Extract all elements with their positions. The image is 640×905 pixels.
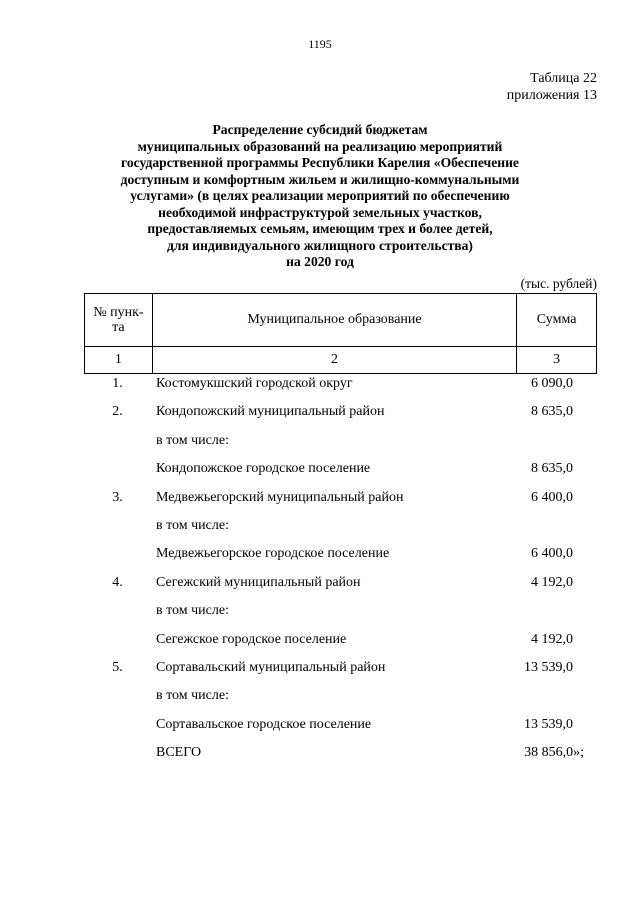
row-index: 1. (112, 376, 123, 391)
row-name: Сортавальский муниципальный район (156, 659, 386, 675)
row-amount: 8 635,0 (531, 461, 573, 477)
row-index: 5. (112, 659, 123, 675)
table-body (0, 370, 640, 767)
header-number-line1: № пунк- (93, 305, 144, 320)
title-line: доступным и комфортным жильем и жилищно-коммунальными (120, 171, 520, 187)
row-name: в том числе: (156, 688, 229, 704)
table-row (0, 455, 640, 483)
row-amount: 4 192,0 (531, 574, 573, 590)
title-line: государственной программы Республики Карелия «Обеспечение (121, 155, 519, 170)
table-header-row (85, 294, 597, 347)
table-reference (507, 70, 597, 104)
table-row (0, 682, 640, 710)
table-row (0, 512, 640, 540)
page-number: 1195 (308, 37, 332, 51)
row-amount: 6 400,0 (531, 489, 573, 505)
title-line: предоставляемых семьям, имеющим трех и более детей, (147, 221, 493, 236)
table-row (0, 540, 640, 568)
row-amount: 6 090,0 (531, 376, 573, 391)
table-row (0, 597, 640, 625)
row-name: Медвежьегорский муниципальный район (156, 489, 404, 505)
table-row (0, 654, 640, 682)
row-index: 3. (112, 489, 123, 505)
row-name: Кондопожский муниципальный район (156, 404, 385, 420)
row-amount: 13 539,0 (524, 659, 573, 675)
table-row (0, 711, 640, 739)
total-row (0, 739, 640, 767)
title-line: для индивидуального жилищного строительства) (167, 237, 473, 253)
row-amount: 4 192,0 (531, 631, 573, 647)
table-header-grid (84, 293, 597, 374)
row-name: Костомукшский городской округ (156, 376, 353, 391)
title-line: муниципальных образований на реализацию мероприятий (137, 138, 503, 154)
table-row (0, 427, 640, 455)
table-row (0, 484, 640, 512)
table-row (0, 370, 640, 398)
row-index: 2. (112, 404, 123, 420)
total-label: ВСЕГО (156, 745, 202, 761)
row-name: Сегежский муниципальный район (156, 574, 361, 590)
header-municipality-cell: Муниципальное образование (152, 294, 516, 347)
header-number-cell (85, 294, 153, 347)
table-reference-line1: Таблица 22 (530, 71, 597, 86)
header-number-line2: та (112, 320, 125, 335)
row-name: в том числе: (156, 432, 229, 448)
table-row (0, 626, 640, 654)
row-name: в том числе: (156, 517, 229, 533)
row-name: Медвежьегорское городское поселение (156, 546, 390, 562)
table-row (0, 569, 640, 597)
title-line: Распределение субсидий бюджетам (212, 122, 428, 137)
title-line: необходимой инфраструктурой земельных участков, (158, 204, 482, 220)
row-name: Кондопожское городское поселение (156, 461, 371, 477)
row-name: Сортавальское городское поселение (156, 716, 372, 732)
title-line: услугами» (в целях реализации мероприятий по обеспечению (130, 188, 510, 203)
header-amount-cell: Сумма (517, 294, 597, 347)
row-index: 4. (112, 574, 123, 590)
row-amount: 8 635,0 (531, 404, 573, 420)
document-title (100, 122, 540, 271)
row-amount: 6 400,0 (531, 546, 573, 562)
table-reference-line2: приложения 13 (506, 88, 597, 103)
column-number-1: 1 (85, 347, 153, 374)
total-amount: 38 856,0»; (524, 745, 584, 761)
column-number-3: 3 (517, 347, 597, 374)
row-amount: 13 539,0 (524, 716, 573, 732)
table-row (0, 398, 640, 426)
title-line: на 2020 год (286, 254, 354, 269)
row-name: Сегежское городское поселение (156, 631, 347, 647)
column-number-2: 2 (152, 347, 516, 374)
units-label: (тыс. рублей) (520, 276, 597, 291)
row-name: в том числе: (156, 603, 229, 619)
